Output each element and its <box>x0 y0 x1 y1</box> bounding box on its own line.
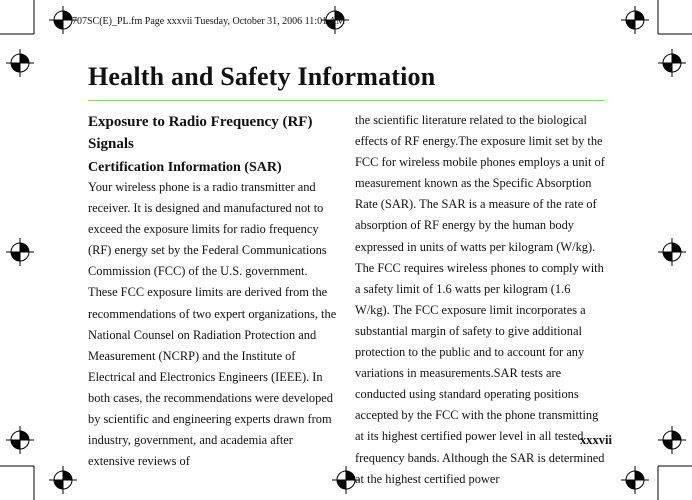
file-info-header: 707SC(E)_PL.fm Page xxxvii Tuesday, October 31, 2006 11:01 AM <box>72 16 346 27</box>
registration-mark-icon <box>658 238 686 266</box>
registration-mark-icon <box>6 49 34 77</box>
registration-mark-icon <box>6 426 34 454</box>
registration-mark-icon <box>49 466 77 494</box>
title-rule <box>88 100 604 101</box>
registration-mark-icon <box>658 49 686 77</box>
registration-mark-icon <box>658 426 686 454</box>
body-paragraph-right: the scientific literature related to the biological effects of RF energy.The exposure limit set by the FCC for wireless mobile phones employs a unit of measurement known as the Specific Absorption Rate (SAR). The SAR is a measure of the rate of absorption of RF energy by the human body expressed in units of watts per kilogram (W/kg). The FCC requires wireless phones to comply with a safety limit of 1.6 watts per kilogram (1.6 W/kg). The FCC exposure limit incorporates a substantial margin of safety to give additional protection to the public and to account for any variations in measurements.SAR tests are conducted using standard operating positions accepted by the FCC with the phone transmitting at its highest certified power level in all tested frequency bands. Although the SAR is determined at the highest certified power <box>355 113 605 486</box>
registration-mark-icon <box>6 238 34 266</box>
subsection-heading: Certification Information (SAR) <box>88 160 282 175</box>
page-title: Health and Safety Information <box>88 62 436 91</box>
page-number: xxxvii <box>580 433 612 447</box>
registration-mark-icon <box>621 6 649 34</box>
left-column <box>88 110 338 472</box>
right-column <box>355 110 605 490</box>
section-heading: Exposure to Radio Frequency (RF) Signals <box>88 114 313 152</box>
body-paragraph-left: Your wireless phone is a radio transmitter and receiver. It is designed and manufactured not to exceed the exposure limits for radio frequency (RF) energy set by the Federal Communications Commission (FCC) of the U.S. government. These FCC exposure limits are derived from the recommendations of two expert organizations, the National Counsel on Radiation Protection and Measurement (NCRP) and the Institute of Electrical and Electronics Engineers (IEEE). In both cases, the recommendations were developed by scientific and engineering experts drawn from industry, government, and academia after extensive reviews of <box>88 180 337 469</box>
registration-mark-icon <box>621 466 649 494</box>
